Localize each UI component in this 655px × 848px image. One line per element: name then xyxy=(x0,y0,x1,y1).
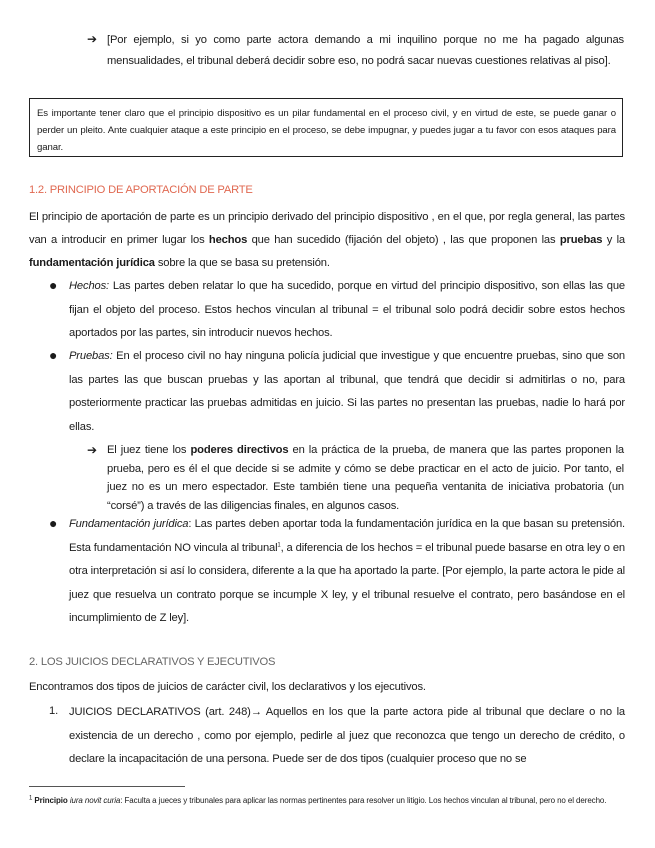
paragraph-juicios-intro: Encontramos dos tipos de juicios de carácter civil, los declarativos y los ejecutivos. xyxy=(29,681,426,693)
intro-bold-hechos: hechos xyxy=(208,234,248,246)
bullet-icon: ● xyxy=(49,277,58,293)
intro-text-2: que han sucedido (fijación del objeto) , las que proponen las xyxy=(247,234,560,246)
bullet-icon: ● xyxy=(49,347,58,363)
callout-box: Es importante tener claro que el principio dispositivo es un pilar fundamental en el proceso civil, y en virtud de este, se puede ganar o perder un pleito. Ante cualquier ataque a este principio en el proceso, se debe impugnar, y puedes jugar a tu favor con esos ataques para ganar. xyxy=(29,98,623,157)
intro-text-3: y la xyxy=(602,234,625,246)
arrow-bullet-icon: ➔ xyxy=(87,443,98,457)
arrow-bullet-icon: ➔ xyxy=(87,32,98,46)
numbered-item-juicios-declarativos: JUICIOS DECLARATIVOS (art. 248)→ Aquellos en los que la parte actora pide al tribunal que declare o no la existencia de un derecho , como por ejemplo, pedirle al juez que reconozca que tengo un derecho de crédito, o declare la incapacitación de una persona. Puede ser de dos tipos (cualquier proceso que no se xyxy=(69,706,625,765)
footnote-marker: 1 xyxy=(29,795,33,802)
bullet-term-hechos: Hechos: xyxy=(69,280,109,292)
footnote-reference[interactable]: 1 xyxy=(277,541,281,548)
subarrow-bold: poderes directivos xyxy=(190,444,289,456)
bullet-text-fundamentacion-2: , a diferencia de los hechos = el tribunal puede basarse en otra ley o en otra interpretación si así lo considera, diferente a la que ha aportado la parte. [Por ejemplo, la parte actora le pide al juez que resuelva un contrato porque se incumple X ley, y el tribunal resuelve el contrato, pero basándose en el incumplimiento de Z ley]. xyxy=(69,541,625,624)
bullet-term-fundamentacion: Fundamentación jurídica xyxy=(69,518,189,530)
intro-bold-fundamentacion: fundamentación jurídica xyxy=(29,257,155,269)
intro-text-1: El principio de aportación de parte es un principio derivado del principio dispositivo , en el que, por regla general, las partes van a introducir en primer lugar los xyxy=(29,211,625,246)
section-heading-juicios: 2. LOS JUICIOS DECLARATIVOS Y EJECUTIVOS xyxy=(29,656,276,668)
section-heading-aportacion: 1.2. PRINCIPIO DE APORTACIÓN DE PARTE xyxy=(29,184,253,196)
footnote-bold-label: Principio xyxy=(34,796,68,805)
arrow-item-poderes-directivos xyxy=(107,441,624,515)
bullet-icon: ● xyxy=(49,515,58,531)
intro-text-4: sobre la que se basa su pretensión. xyxy=(154,257,330,269)
bullet-text-hechos: Las partes deben relatar lo que ha sucedido, porque en virtud del principio dispositivo, son ellas las que fijan el objeto del proceso. Estos hechos vinculan al tribunal = el tribunal solo podrá decidir sobre estos hechos aportados por las partes, sin introducir nuevos hechos. xyxy=(69,280,625,339)
footnote-latin-term: iura novit curia xyxy=(69,796,121,805)
bullet-term-pruebas: Pruebas: xyxy=(69,350,113,362)
list-number: 1. xyxy=(49,705,59,717)
bullet-item-hechos xyxy=(69,275,625,346)
intro-bold-pruebas: pruebas xyxy=(559,234,603,246)
footnote-text: : Faculta a jueces y tribunales para aplicar las normas pertinentes para resolver un litigio. Los hechos vinculan al tribunal, pero no el derecho. xyxy=(120,796,607,805)
subarrow-text-2: en la práctica de la prueba, de manera que las partes proponen la prueba, pero es él el que decide si se admite y cómo se debe practicar en el acto de juicio. Por tanto, el juez no es un mero espectador. Este también tiene una pequeña ventanita de iniciativa probatoria (un “corsé”) a través de las diligencias finales, en algunos casos. xyxy=(107,444,624,512)
footnote xyxy=(29,793,625,808)
bullet-text-fundamentacion-1: : Las partes deben aportar toda la fundamentación jurídica en la que basan su pretensión. Esta fundamentación NO vincula al tribunal xyxy=(69,518,626,554)
bullet-item-pruebas xyxy=(69,345,625,439)
arrow-item-example: [Por ejemplo, si yo como parte actora demando a mi inquilino porque no me ha pagado algunas mensualidades, el tribunal deberá decidir sobre eso, no podrá sacar nuevas cuestiones relativas al piso]. xyxy=(107,34,624,67)
paragraph-aportacion-intro xyxy=(29,206,625,275)
subarrow-text-1: El juez tiene los xyxy=(107,444,191,456)
bullet-text-pruebas: En el proceso civil no hay ninguna policía judicial que investigue y que encuentre pruebas, sino que son las partes las que buscan pruebas y las aportan al tribunal, que tendrá que decidir si admitirlas o no, para posteriormente practicar las pruebas admitidas en juicio. Si las partes no presentan las pruebas, nadie lo hará por ellas. xyxy=(69,350,625,433)
footnote-separator xyxy=(29,786,185,787)
bullet-item-fundamentacion xyxy=(69,513,625,631)
